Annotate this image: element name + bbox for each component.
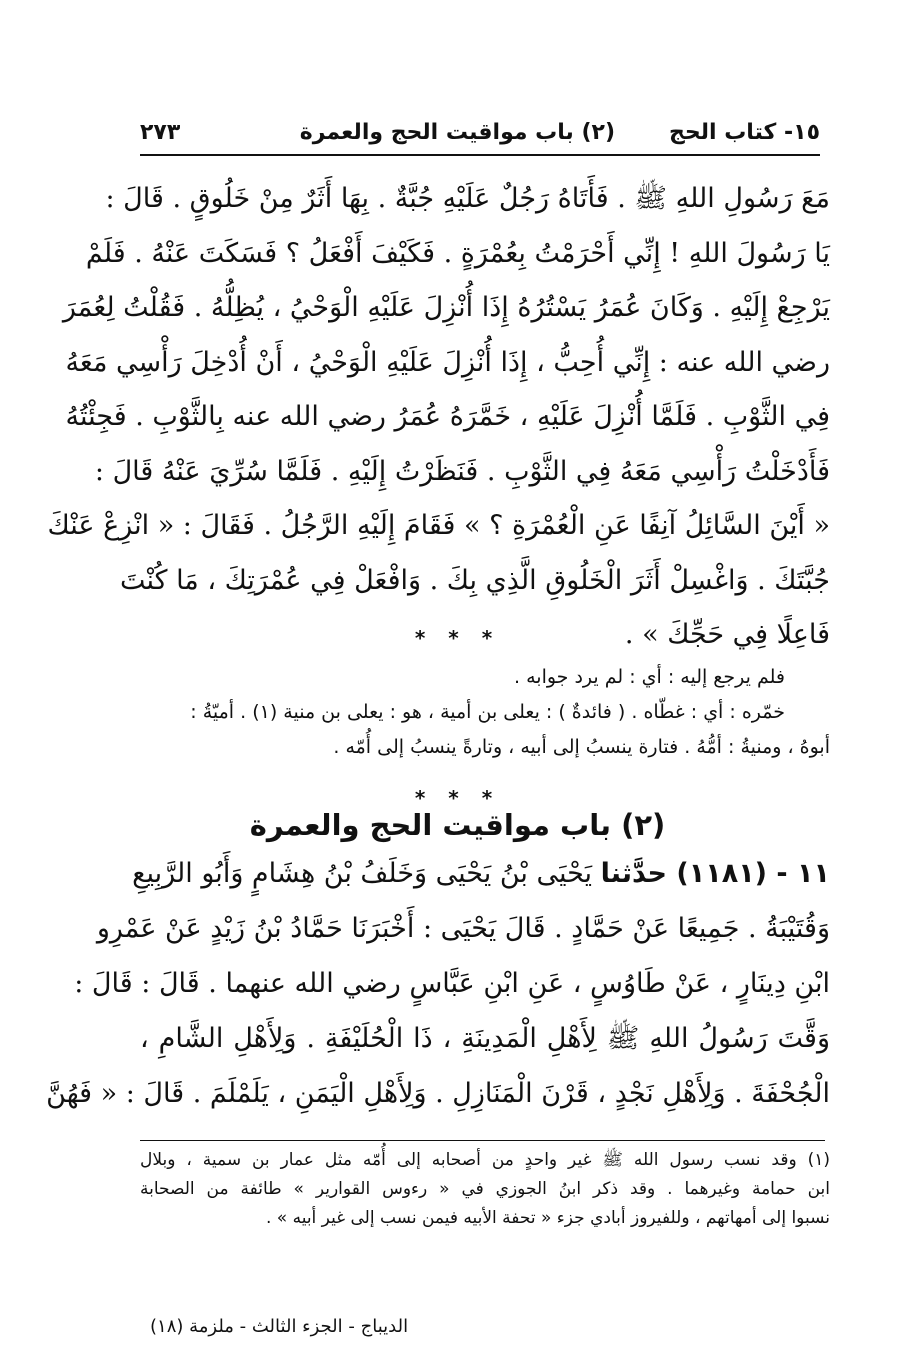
main-text-line: يَا رَسُولَ اللهِ ! إِنِّي أَحْرَمْتُ بِعُمْرَةٍ . فَكَيْفَ أَفْعَلُ ؟ فَسَكَتَ عَنْهُ . فَلَمْ — [85, 237, 830, 269]
hadith-line: الْجُحْفَةَ . وَلِأَهْلِ نَجْدٍ ، قَرْنَ الْمَنَازِلِ . وَلِأَهْلِ الْيَمَنِ ، يَلَمْلَمَ . قَالَ : « فَهُنَّ — [46, 1078, 830, 1109]
footnote-line: ابن حمامة وغيرهما . وقد ذكر ابنُ الجوزي في « رءوس القوارير » طائفة من الصحابة — [140, 1179, 830, 1199]
footnote-rule — [140, 1140, 825, 1141]
commentary — [130, 660, 830, 765]
commentary-line: خمّره : أي : غطّاه . ( فائدةٌ ) : يعلى بن أمية ، هو : يعلى بن منية (١) . أميّةُ : — [190, 701, 785, 723]
footnotes — [140, 1146, 830, 1233]
running-header — [140, 116, 820, 152]
hadith-line: وَقَّتَ رَسُولُ اللهِ ﷺ لِأَهْلِ الْمَدِينَةِ ، ذَا الْحُلَيْفَةِ . وَلِأَهْلِ الشَّامِ ، — [140, 1023, 830, 1054]
main-text-line: يَرْجِعْ إِلَيْهِ . وَكَانَ عُمَرُ يَسْتُرُهُ إِذَا أُنْزِلَ عَلَيْهِ الْوَحْيُ ، يُظِلُّهُ . فَقُلْتُ لِعُمَرَ — [62, 292, 830, 323]
commentary-line: أبوهُ ، ومنيةُ : أمُّهُ . فتارة ينسبُ إلى أبيه ، وتارةً ينسبُ إلى أُمّه . — [333, 736, 830, 758]
hadith-line: وَقُتَيْبَةُ . جَمِيعًا عَنْ حَمَّادٍ . قَالَ يَحْيَى : أَخْبَرَنَا حَمَّادُ بْنُ زَيْدٍ عَنْ عَمْرِو — [96, 913, 830, 944]
main-text-line: رضي الله عنه : إِنِّي أُحِبُّ ، إِذَا أُنْزِلَ عَلَيْهِ الْوَحْيُ ، أَنْ أُدْخِلَ رَأْسِي مَعَهُ — [65, 346, 830, 378]
main-text-line: فَاعِلًا فِي حَجِّكَ » . — [624, 619, 830, 650]
page-number: ٢٧٣ — [140, 120, 181, 145]
hadith-line: ابْنِ دِينَارٍ ، عَنْ طَاوُسٍ ، عَنِ ابْنِ عَبَّاسٍ رضي الله عنهما . قَالَ : قَالَ : — [74, 968, 830, 999]
hadith-line — [132, 846, 830, 901]
chapter-heading: (٢) باب مواقيت الحج والعمرة — [249, 808, 666, 842]
header-rule — [140, 154, 820, 156]
main-text — [47, 172, 830, 663]
footnote-line: (١) وقد نسب رسول الله ﷺ غير واحدٍ من أصحابه إلى أُمّه مثل عمار بن سمية ، وبلال — [140, 1150, 830, 1170]
section-title: (٢) باب مواقيت الحج والعمرة — [299, 120, 615, 145]
footnote-line: نسبوا إلى أمهاتهم ، وللفيروز أبادي جزء « تحفة الأبيه فيمن نسب إلى غير أبيه » . — [265, 1208, 830, 1228]
commentary-line: فلم يرجع إليه : أي : لم يرد جوابه . — [514, 666, 785, 688]
main-text-line: فِي الثَّوْبِ . فَلَمَّا أُنْزِلَ عَلَيْهِ ، خَمَّرَهُ عُمَرُ رضي الله عنه بِالثَّوْبِ . فَجِئْتُهُ — [65, 401, 830, 432]
hadith-number: ١١ - (١١٨١) حدَّثنا — [600, 858, 830, 889]
main-text-line: مَعَ رَسُولِ اللهِ ﷺ . فَأَتَاهُ رَجُلٌ عَلَيْهِ جُبَّةٌ . بِهَا أَثَرٌ مِنْ خَلُوقٍ . قَالَ : — [105, 183, 830, 214]
section-separator: * * * — [414, 786, 501, 810]
section-separator: * * * — [414, 626, 501, 650]
main-text-line: « أَيْنَ السَّائِلُ آنِفًا عَنِ الْعُمْرَةِ ؟ » فَقَامَ إِلَيْهِ الرَّجُلُ . فَقَالَ : « انْزِعْ عَنْكَ — [47, 510, 830, 541]
chapter-title: ١٥- كتاب الحج — [669, 120, 820, 145]
hadith-line-text: يَحْيَى بْنُ يَحْيَى وَخَلَفُ بْنُ هِشَامٍ وَأَبُو الرَّبِيعِ — [132, 858, 593, 889]
main-text-line: فَأَدْخَلْتُ رَأْسِي مَعَهُ فِي الثَّوْبِ . فَنَظَرْتُ إِلَيْهِ . فَلَمَّا سُرِّيَ عَنْهُ قَالَ : — [94, 455, 830, 487]
printer-signature: الديباج - الجزء الثالث - ملزمة (١٨) — [150, 1316, 409, 1337]
main-text-line: جُبَّتَكَ . وَاغْسِلْ أَثَرَ الْخَلُوقِ الَّذِي بِكَ . وَافْعَلْ فِي عُمْرَتِكَ ، مَا كُنْتَ — [119, 564, 830, 596]
hadith-text — [46, 846, 830, 1121]
